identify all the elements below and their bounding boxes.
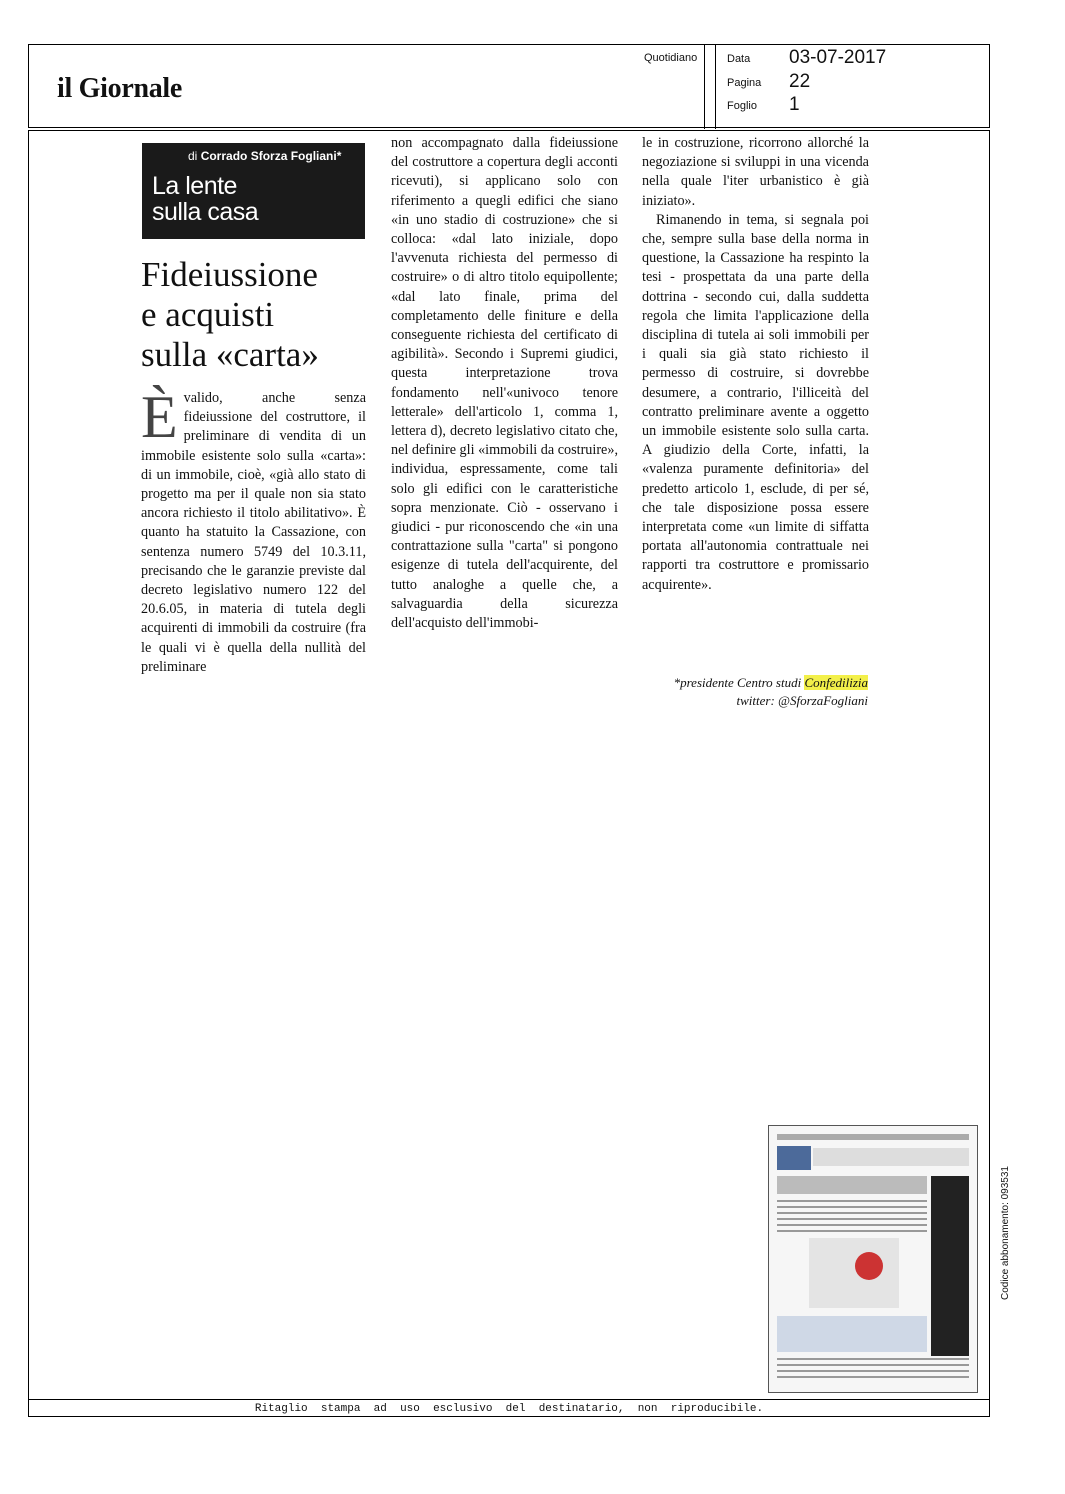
author-signature: *presidente Centro studi Confedilizia twitter: @SforzaFogliani (673, 675, 868, 708)
article-clipping (28, 130, 990, 1417)
masthead-header (28, 44, 990, 128)
meta-value-pagina: 22 (789, 71, 811, 92)
subscription-code: Codice abbonamento: 093531 (1000, 1166, 1011, 1300)
meta-label-data: Data (727, 53, 751, 65)
highlighted-org: Confedilizia (804, 675, 868, 690)
dropcap: È (141, 384, 178, 450)
article-column-1: Èvalido, anche senza fideiussione del costruttore, il preliminare di vendita di un immobile esistente solo sulla «carta»: di un immobile, cioè, «già allo stato di progetto ma per il quale non sia stato ancora richiesto il titolo abilitativo». È quanto ha statuito la Cassazione, con sentenza numero 5749 del 10.3.11, precisando che le garanzie previste dal decreto legislativo numero 122 del 20.6.05, in materia di tutela degli acquirenti di immobili da costruire (fra le quali vi è quella della nullità del preliminare (141, 384, 366, 675)
footer-divider (29, 1399, 989, 1400)
article-column-2: non accompagnato dalla fideiussione del costruttore a copertura degli acconti ricevuti), si applicano solo con riferimento a quegli edifici che siano «in uno stadio di costruzione» che si colloca: «dal lato iniziale, dopo l'avvenuta richiesta del permesso di costruire» o di altro titolo equipollente; «dal lato finale, prima del completamento delle finiture e della conseguente richiesta del certificato di agibilità». Secondo i Supremi giudici, questa interpretazione trova fondamento nell'«univoco tenore letterale» dell'articolo 1, comma 1, lettera d), decreto legislativo citato che, nel definire gli «immobili da costruire», individua, espressamente, come tali solo gli edifici con le caratteristiche sopra menzionate. Ciò - osservano i giudici - pur riconoscendo che «in una contrattazione sulla "carta" si pongono esigenze di tutela dell'acquirente, del tutto analoghe a quelle che, a salvaguardia della sicurezza dell'acquisto dell'immobi- (391, 135, 618, 632)
meta-value-foglio: 1 (789, 94, 800, 115)
front-page-thumbnail (768, 1125, 978, 1393)
thumbnail-image (769, 1126, 977, 1392)
footer-disclaimer: Ritaglio stampa ad uso esclusivo del destinatario, non riproducibile. (254, 1403, 764, 1415)
column-kicker (142, 143, 365, 239)
kicker-title-line2: sulla casa (152, 198, 259, 226)
article-column-3: le in costruzione, ricorrono allorché la negoziazione si sviluppi in una vicenda nella quale l'iter urbanistico è già iniziato». Rimanendo in tema, si segnala poi che, sempre sulla base della norma in questione, la Cassazione ha respinto la tesi - prospettata da una parte della dottrina - secondo cui, dalla suddetta regola che limita l'applicazione della disciplina di tutela ai soli immobili per i quali sia già stato richiesto il permesso di costruire, si dovrebbe desumere, a contrario, l'illiceità del contratto preliminare avente a oggetto un immobile esistente solo sulla carta. A giudizio della Corte, infatti, la «valenza puramente definitoria» del predetto articolo 1, esclude, di per sé, che tale disposizione possa essere interpretata come «un limite di siffatta portata all'autonomia contrattuale nei rapporti tra costruttore e promissario acquirente». (642, 135, 869, 593)
edition-label: Quotidiano (644, 52, 698, 64)
newspaper-logo: il Giornale (57, 73, 183, 104)
kicker-byline: di Corrado Sforza Fogliani* (188, 149, 342, 163)
meta-label-foglio: Foglio (727, 100, 757, 112)
divider (704, 45, 705, 129)
headline: Fideiussione e acquisti sulla «carta» (141, 255, 319, 374)
kicker-title-line1: La lente (152, 172, 237, 200)
divider (715, 45, 716, 129)
meta-label-pagina: Pagina (727, 77, 762, 89)
meta-value-data: 03-07-2017 (789, 47, 887, 68)
